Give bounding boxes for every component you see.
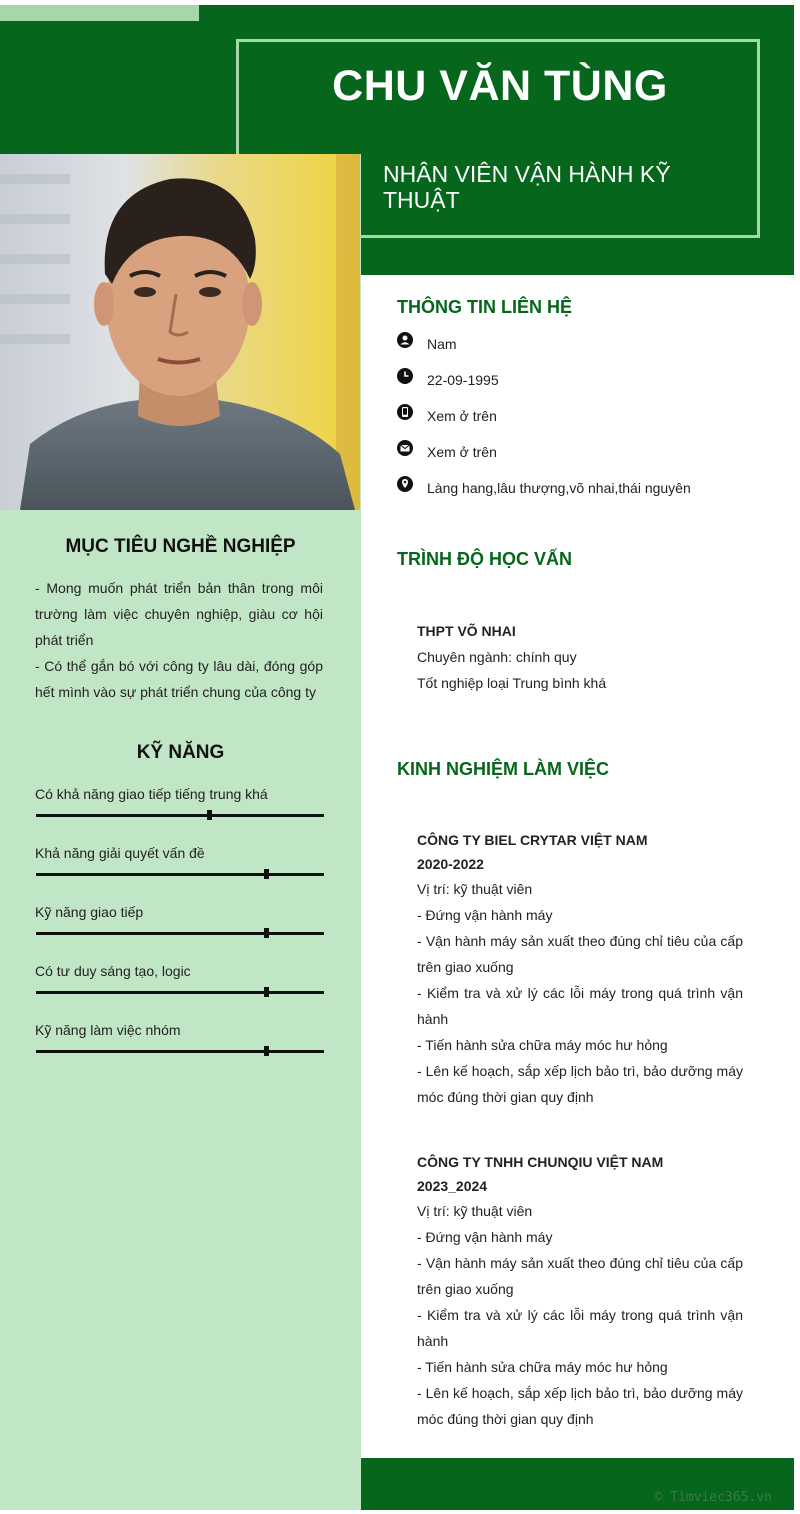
contact-email: [397, 444, 777, 464]
skill-level-marker: [264, 987, 269, 997]
skill-bar: [36, 991, 324, 994]
profile-photo: [0, 154, 360, 510]
experience-duty: - Kiểm tra và xử lý các lỗi máy trong quá trình vận hành: [417, 985, 743, 1027]
experience-duty: - Vận hành máy sản xuất theo đúng chỉ tiêu của cấp trên giao xuống: [417, 1255, 743, 1297]
phone-icon: [397, 404, 413, 420]
skill-label: Kỹ năng làm việc nhóm: [35, 1022, 181, 1038]
objective-section-title: MỤC TIÊU NGHỀ NGHIỆP: [65, 536, 296, 557]
contact-section-title: THÔNG TIN LIÊN HỆ: [397, 297, 572, 317]
education-major: Chuyên ngành: chính quy: [417, 649, 577, 665]
contact-phone-text: Xem ở trên: [427, 408, 497, 424]
experience-period: 2020-2022: [417, 856, 484, 872]
experience-duty: - Lên kế hoạch, sắp xếp lịch bảo trì, bảo dưỡng máy móc đúng thời gian quy định: [417, 1385, 743, 1427]
skill-label: Kỹ năng giao tiếp: [35, 904, 144, 920]
person-icon: [397, 332, 413, 348]
job-title: NHÂN VIÊN VẬN HÀNH KỸ THUẬT: [383, 161, 671, 213]
watermark: © Timviec365.vn: [654, 1490, 772, 1505]
experience-duty: - Đứng vận hành máy: [417, 1229, 553, 1245]
experience-entry: [417, 828, 743, 1110]
experience-entry: [417, 1150, 743, 1432]
experience-period: 2023_2024: [417, 1178, 488, 1194]
objective-line: - Có thể gắn bó với công ty lâu dài, đóng góp hết mình vào sự phát triển chung của công ty: [35, 658, 323, 700]
location-icon: [397, 476, 413, 492]
experience-position: Vị trí: kỹ thuật viên: [417, 881, 533, 897]
skill-level-marker: [207, 810, 212, 820]
experience-company: CÔNG TY BIEL CRYTAR VIỆT NAM: [417, 832, 648, 848]
experience-position: Vị trí: kỹ thuật viên: [417, 1203, 533, 1219]
education-entry: [417, 618, 747, 696]
experience-section-title: KINH NGHIỆM LÀM VIỆC: [397, 759, 610, 779]
skills-section-title: KỸ NĂNG: [136, 742, 225, 763]
education-school: THPT VÕ NHAI: [417, 623, 516, 639]
experience-duty: - Kiểm tra và xử lý các lỗi máy trong quá trình vận hành: [417, 1307, 743, 1349]
contact-email-text: Xem ở trên: [427, 444, 497, 460]
contact-address-text: Làng hang,lâu thượng,võ nhai,thái nguyên: [427, 480, 691, 496]
experience-company: CÔNG TY TNHH CHUNQIU VIỆT NAM: [417, 1154, 664, 1170]
experience-duty: - Vận hành máy sản xuất theo đúng chỉ tiêu của cấp trên giao xuống: [417, 933, 743, 975]
contact-gender-text: Nam: [427, 336, 457, 352]
clock-icon: [397, 368, 413, 384]
skill-level-marker: [264, 928, 269, 938]
skill-bar: [36, 932, 324, 935]
skill-label: Khả năng giải quyết vấn đề: [35, 845, 205, 861]
objective-line: - Mong muốn phát triển bản thân trong môi trường làm việc chuyên nghiệp, giàu cơ hội phát triển: [35, 580, 323, 648]
contact-address: [397, 480, 777, 500]
skill-label: Có khả năng giao tiếp tiếng trung khá: [35, 786, 268, 802]
skill-bar: [36, 814, 324, 817]
contact-birthdate-text: 22-09-1995: [427, 372, 499, 388]
candidate-name: CHU VĂN TÙNG: [332, 62, 668, 110]
experience-duty: - Tiến hành sửa chữa máy móc hư hỏng: [417, 1359, 668, 1375]
skill-level-marker: [264, 869, 269, 879]
experience-duty: - Đứng vận hành máy: [417, 907, 553, 923]
email-icon: [397, 440, 413, 456]
skill-label: Có tư duy sáng tạo, logic: [35, 963, 191, 979]
skill-bar: [36, 873, 324, 876]
education-section-title: TRÌNH ĐỘ HỌC VẤN: [397, 549, 572, 569]
experience-duty: - Tiến hành sửa chữa máy móc hư hỏng: [417, 1037, 668, 1053]
contact-gender: [397, 336, 777, 356]
contact-phone: [397, 408, 777, 428]
skill-bar: [36, 1050, 324, 1053]
objective-text: [35, 575, 323, 705]
header-accent-bar: [0, 5, 199, 21]
education-grade: Tốt nghiệp loại Trung bình khá: [417, 675, 607, 691]
experience-duty: - Lên kế hoạch, sắp xếp lịch bảo trì, bảo dưỡng máy móc đúng thời gian quy định: [417, 1063, 743, 1105]
skill-level-marker: [264, 1046, 269, 1056]
contact-birthdate: [397, 372, 777, 392]
